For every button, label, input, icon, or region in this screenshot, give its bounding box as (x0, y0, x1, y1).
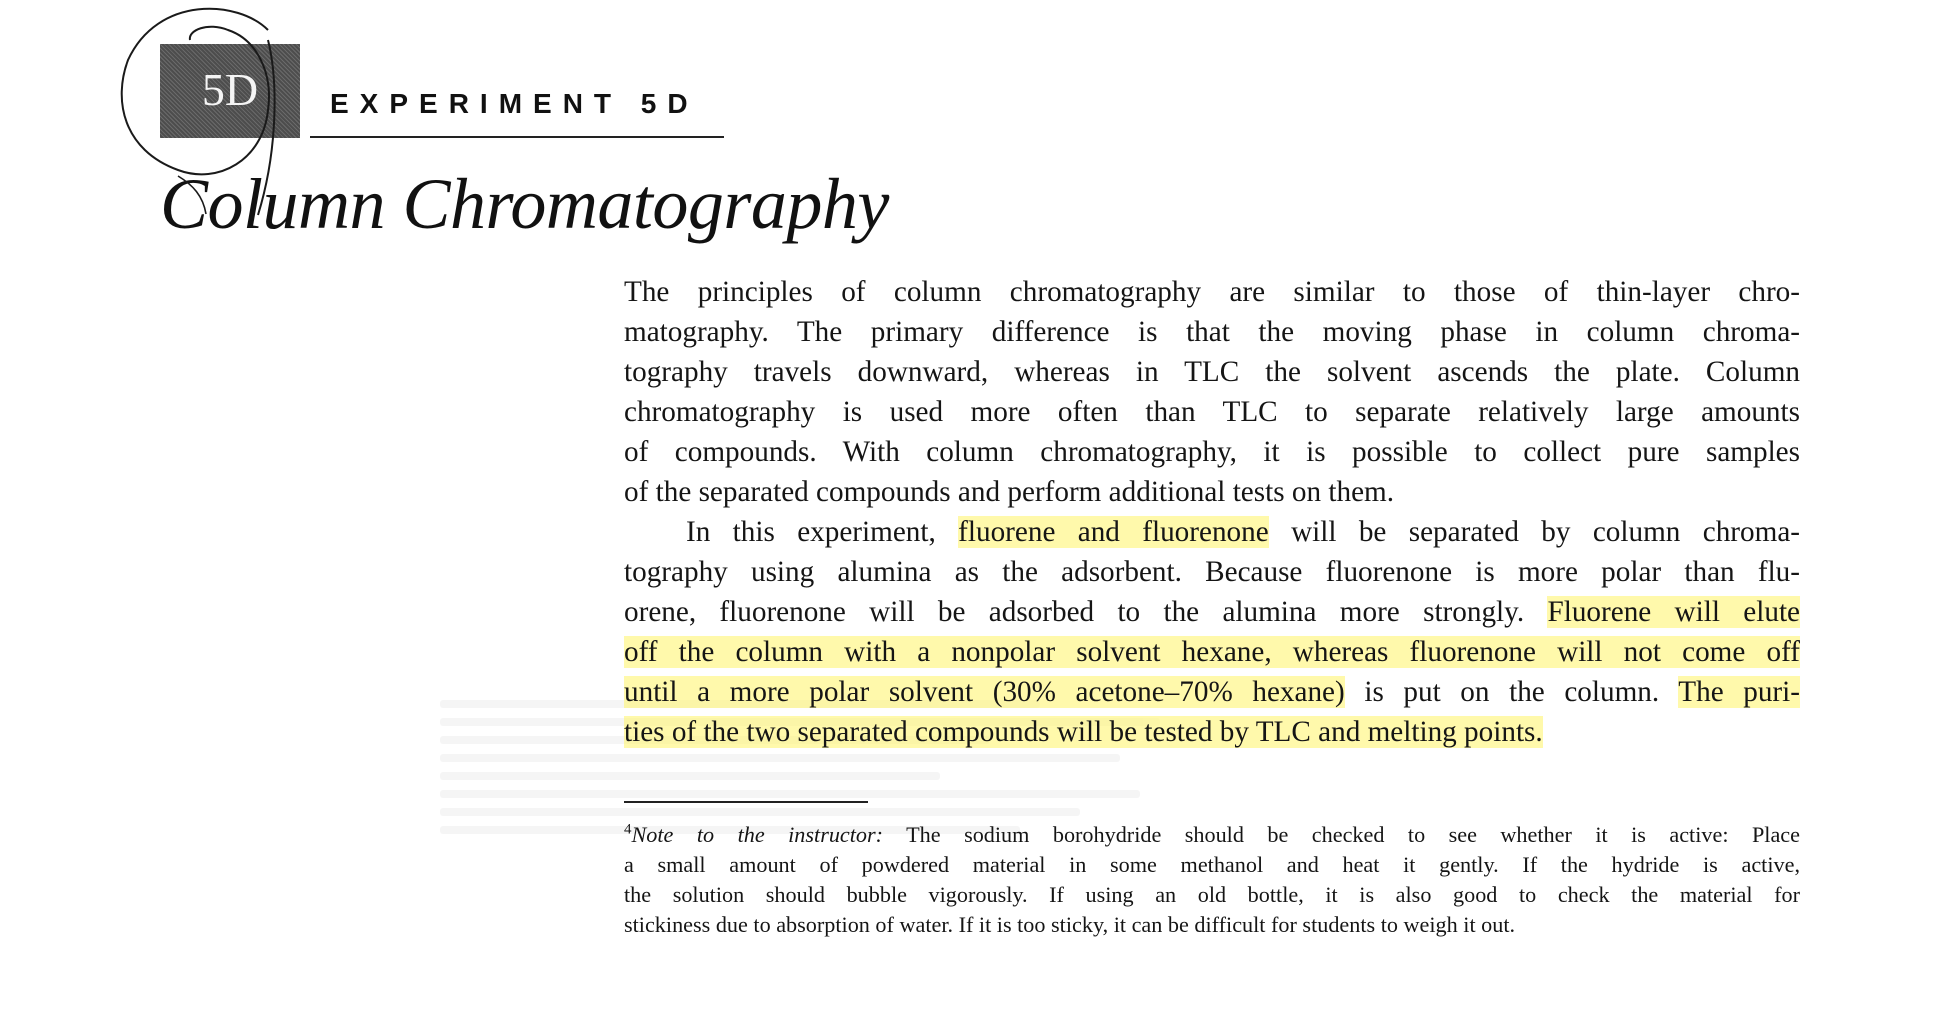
paragraph-1 (624, 272, 1800, 512)
text-line: until a more polar solvent (30% acetone–70% hexane) is put on the column. The puri- (624, 676, 1800, 708)
footnote-line: a small amount of powdered material in some methanol and heat it gently. If the hydride is active, (624, 852, 1800, 877)
text-line: tography using alumina as the adsorbent. Because fluorenone is more polar than flu- (624, 556, 1800, 588)
text-line: tography travels downward, whereas in TLC the solvent ascends the plate. Column (624, 356, 1800, 388)
highlighted-text: The puri- (1678, 676, 1800, 708)
text-line (624, 712, 1800, 752)
highlighted-text: off the column with a nonpolar solvent hexane, whereas fluorenone will not come off (624, 636, 1800, 668)
text-line: matography. The primary difference is that the moving phase in column chroma- (624, 316, 1800, 348)
body-text (624, 272, 1800, 752)
chapter-badge-label: 5D (201, 64, 259, 115)
highlighted-text: ties of the two separated compounds will be tested by TLC and melting points. (624, 716, 1543, 748)
text-line: The principles of column chromatography are similar to those of thin-layer chro- (624, 276, 1800, 308)
paragraph-2 (624, 512, 1800, 752)
footnote-marker: 4 (624, 821, 632, 838)
footnote (624, 820, 1800, 940)
footnote-line: the solution should bubble vigorously. If using an old bottle, it is also good to check the material for (624, 882, 1800, 907)
text-line: chromatography is used more often than TLC to separate relatively large amounts (624, 396, 1800, 428)
text-line: In this experiment, fluorene and fluorenone will be separated by column chroma- (686, 516, 1801, 548)
text-line (624, 632, 1800, 672)
footnote-line: stickiness due to absorption of water. If it is too sticky, it can be difficult for students to weigh it out. (624, 912, 1516, 937)
header-rule (310, 136, 724, 138)
highlighted-text: Fluorene will elute (1547, 596, 1801, 628)
highlighted-text: until a more polar solvent (30% acetone–70% hexane) (624, 676, 1345, 708)
text-line: of compounds. With column chromatography, it is possible to collect pure samples (624, 436, 1800, 468)
footnote-line: $^4$Note to the instructor: The sodium borohydride should be checked to see whether it is active: Place (624, 821, 1800, 847)
footnote-rule (624, 801, 868, 803)
footnote-lead: Note to the instructor: (631, 822, 884, 847)
highlighted-text: fluorene and fluorenone (958, 516, 1269, 548)
text-line: of the separated compounds and perform additional tests on them. (624, 476, 1395, 508)
text-line: orene, fluorenone will be adsorbed to the alumina more strongly. Fluorene will elute (624, 596, 1801, 628)
chapter-badge (160, 44, 300, 138)
experiment-label: EXPERIMENT 5D (330, 88, 699, 119)
page-title: Column Chromatography (160, 164, 889, 244)
